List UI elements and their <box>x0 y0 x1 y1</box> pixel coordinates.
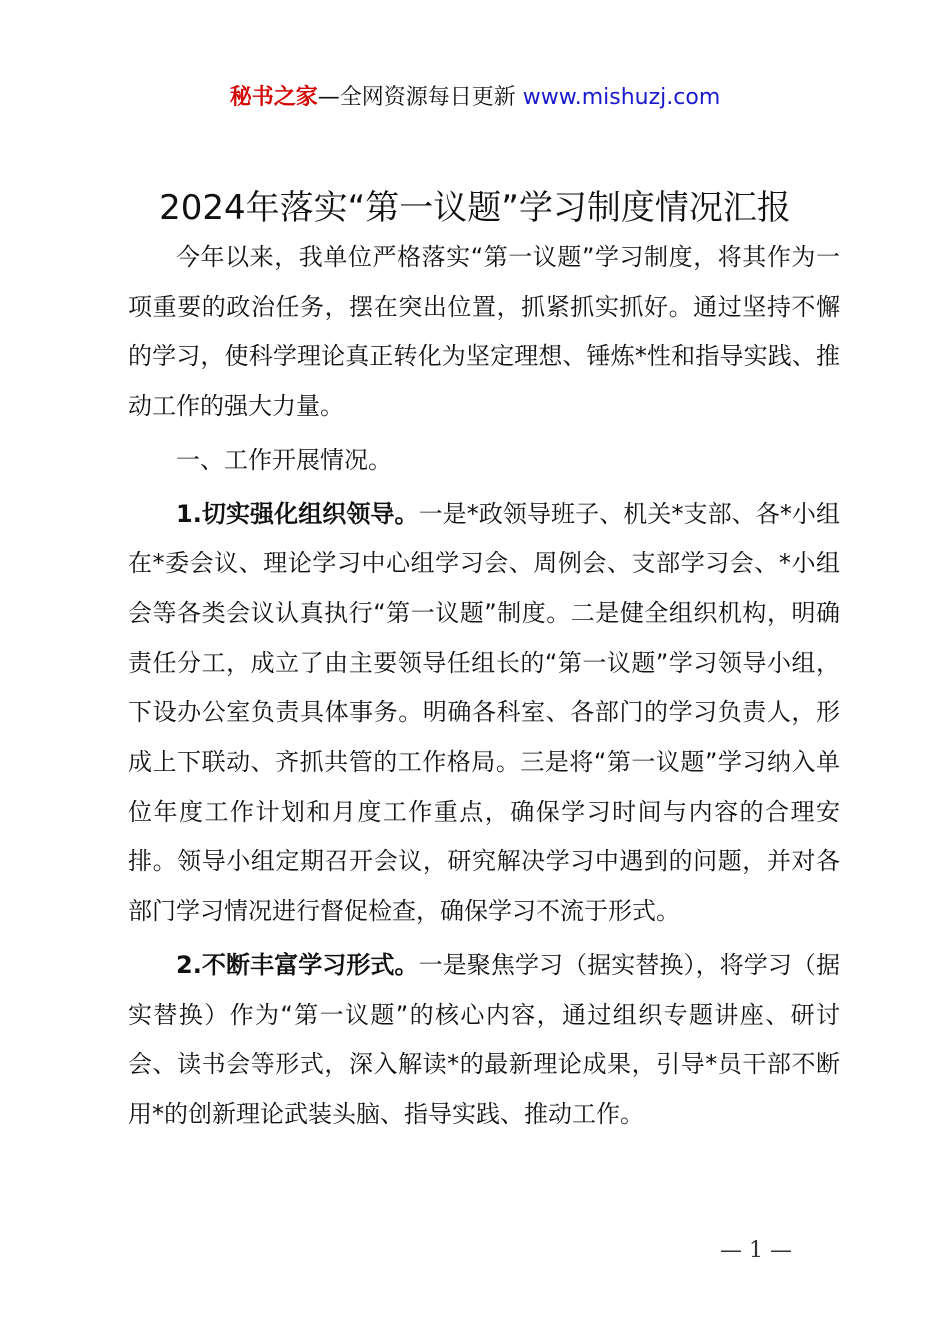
item-1-text: 一是*政领导班子、机关*支部、各*小组在*委会议、理论学习中心组学习会、周例会、支部学习会、*小组会等各类会议认真执行“第一议题”制度。二是健全组织机构，明确责任分工，成立了由主要领导任组长的“第一议题”学习领导小组，下设办公室负责具体事务。明确各科室、各部门的学习负责人，形成上下联动、齐抓共管的工作格局。三是将“第一议题”学习纳入单位年度工作计划和月度工作重点，确保学习时间与内容的合理安排。领导小组定期召开会议，研究解决学习中遇到的问题，并对各部门学习情况进行督促检查，确保学习不流于形式。 <box>128 499 840 926</box>
item-2-text: 一是聚焦学习（据实替换），将学习（据实替换）作为“第一议题”的核心内容，通过组织专题讲座、研讨会、读书会等形式，深入解读*的最新理论成果，引导*员干部不断用*的创新理论武装头脑、指导实践、推动工作。 <box>128 950 840 1128</box>
item-2-paragraph <box>128 941 840 1140</box>
document-title: 2024年落实“第一议题”学习制度情况汇报 <box>159 188 791 228</box>
intro-paragraph: 今年以来，我单位严格落实“第一议题”学习制度，将其作为一项重要的政治任务，摆在突出位置，抓紧抓实抓好。通过坚持不懈的学习，使科学理论真正转化为坚定理想、锤炼*性和指导实践、推动工作的强大力量。 <box>128 243 840 421</box>
site-banner <box>0 80 950 111</box>
banner-tagline: —全网资源每日更新 <box>317 85 516 110</box>
section-heading: 一、工作开展情况。 <box>176 445 392 474</box>
document-body <box>128 233 840 1140</box>
page-number: — 1 — <box>720 1238 792 1263</box>
item-2-lead: 2.不断丰富学习形式。 <box>176 950 419 979</box>
brand-name: 秘书之家 <box>229 85 318 110</box>
item-1-paragraph <box>128 490 840 937</box>
site-url-link[interactable]: www.mishuzj.com <box>522 85 721 110</box>
item-1-lead: 1.切实强化组织领导。 <box>176 499 419 528</box>
